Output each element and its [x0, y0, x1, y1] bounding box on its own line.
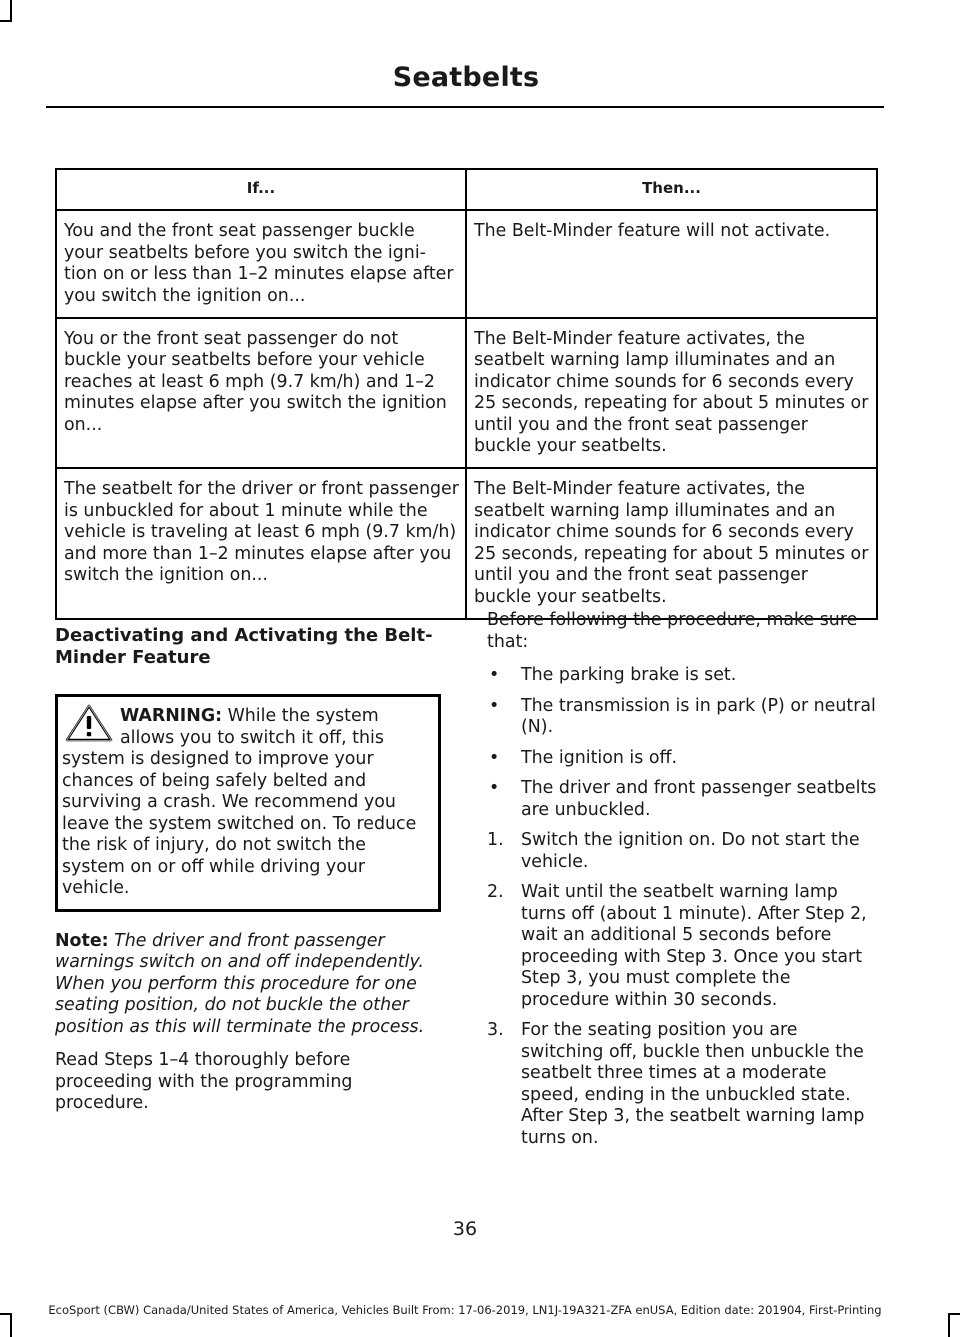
bullet-marker: •	[489, 778, 500, 798]
table-cell-then: The Belt-Minder feature will not activate.	[466, 210, 877, 318]
list-item-text: The driver and front passenger seatbelts are unbuckled.	[521, 778, 877, 820]
crop-mark-top-left-h	[0, 20, 12, 22]
note-text: The driver and front passenger warnings switch on and off independently. When you perform this procedure for one seating position, do not buckle the other position as this will terminate the process.	[55, 930, 425, 1037]
bullet-marker: •	[489, 695, 500, 716]
list-item	[487, 748, 881, 770]
table-header-if: If...	[56, 169, 466, 210]
warning-text: While the system allows you to switch it off, this system is designed to improve your chances of being safely belted and surviving a crash. We recommend you leave the system switched on. To reduce the risk of injury, do not switch the system on or off while driving your vehicle.	[62, 706, 417, 898]
bullet-marker: •	[489, 747, 500, 768]
footer-text: EcoSport (CBW) Canada/United States of America, Vehicles Built From: 17-06-2019, LN1J-19A321-ZFA enUSA, Edition date: 201904, First-Printing	[48, 1303, 882, 1317]
right-column	[487, 610, 881, 1158]
step-number: 2.	[487, 882, 504, 902]
step-item	[487, 1020, 881, 1149]
table-cell-if: You or the front seat passenger do not buckle your seatbelts before your vehicle reaches at least 6 mph (9.7 km/h) and 1–2 minutes elapse after you switch the ignition on...	[56, 318, 466, 468]
list-item-text: The parking brake is set.	[521, 665, 737, 685]
left-column	[55, 625, 441, 1127]
table-cell-then: The Belt-Minder feature activates, the seatbelt warning lamp illuminates and an indicator chime sounds for 6 seconds every 25 seconds, repeating for about 5 minutes or until you and the front seat passenger buckle your seatbelts.	[466, 318, 877, 468]
read-steps-paragraph: Read Steps 1–4 thoroughly before proceeding with the programming procedure.	[55, 1050, 353, 1113]
warning-label: WARNING:	[120, 706, 223, 726]
warning-triangle-icon	[64, 703, 114, 743]
list-item	[487, 665, 881, 687]
crop-mark-bottom-right-h	[948, 1313, 960, 1315]
warning-box	[55, 694, 441, 912]
belt-minder-table	[55, 168, 878, 620]
step-item	[487, 830, 881, 873]
page-number: 36	[452, 1218, 478, 1240]
section-heading: Deactivating and Activating the Belt-Minder Feature	[55, 625, 433, 668]
header-divider	[46, 106, 884, 108]
step-item	[487, 882, 881, 1011]
crop-mark-top-left-v	[10, 0, 12, 22]
list-item	[487, 696, 881, 739]
note-paragraph	[55, 931, 441, 1039]
table-row	[56, 210, 877, 318]
crop-mark-bottom-right-v	[948, 1313, 950, 1337]
step-text: Wait until the seatbelt warning lamp turns off (about 1 minute). After Step 2, wait an additional 5 seconds before proceeding with Step 3. Once you start Step 3, you must complete the procedure within 30 seconds.	[521, 882, 867, 1010]
list-item-text: The ignition is off.	[521, 747, 678, 768]
table-header-then: Then...	[466, 169, 877, 210]
table-header-row	[56, 169, 877, 210]
step-number: 3.	[487, 1020, 504, 1040]
step-text: Switch the ignition on. Do not start the vehicle.	[521, 830, 860, 872]
intro-paragraph: Before following the procedure, make sure that:	[487, 610, 858, 652]
list-item	[487, 778, 881, 821]
table-cell-if: The seatbelt for the driver or front passenger is unbuckled for about 1 minute while the vehicle is traveling at least 6 mph (9.7 km/h) and more than 1–2 minutes elapse after you switch the ignition on...	[56, 468, 466, 618]
table-cell-then: The Belt-Minder feature activates, the seatbelt warning lamp illuminates and an indicator chime sounds for 6 seconds every 25 seconds, repeating for about 5 minutes or until you and the front seat passenger buckle your seatbelts.	[466, 468, 877, 618]
table-cell-if: You and the front seat passenger buckle your seatbelts before you switch the igni-tion on or less than 1–2 minutes elapse after you switch the ignition on...	[56, 210, 466, 318]
bullet-marker: •	[489, 665, 500, 685]
note-label: Note:	[55, 930, 109, 951]
step-text: For the seating position you are switching off, buckle then unbuckle the seatbelt three times at a moderate speed, ending in the unbuckled state. After Step 3, the seatbelt warning lamp turns on.	[521, 1020, 865, 1148]
step-number: 1.	[487, 830, 504, 850]
table-row	[56, 468, 877, 618]
list-item-text: The transmission is in park (P) or neutral (N).	[521, 695, 876, 737]
page-title: Seatbelts	[392, 62, 540, 93]
table-row	[56, 318, 877, 468]
